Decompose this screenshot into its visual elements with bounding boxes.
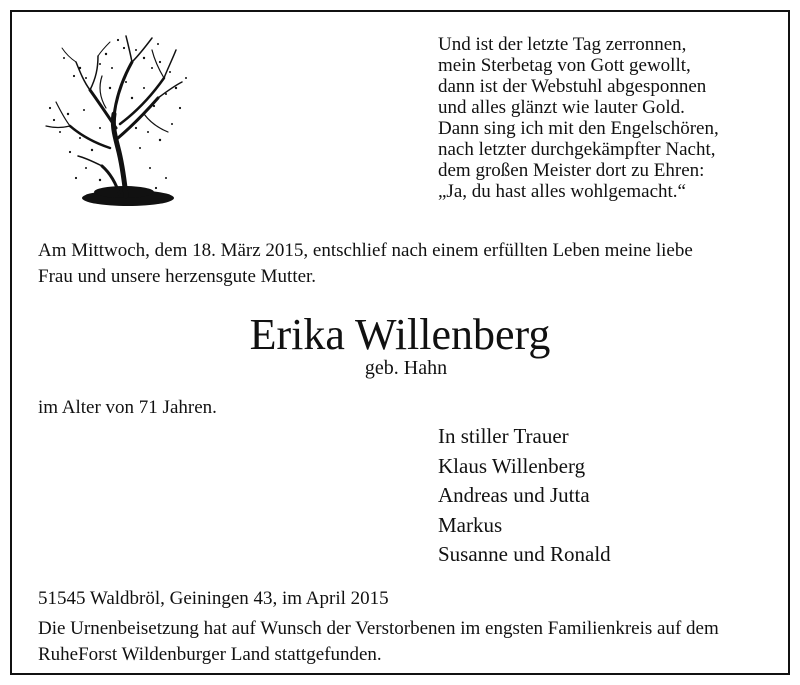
poem-line: dann ist der Webstuhl abgesponnen bbox=[438, 76, 707, 97]
poem-line: und alles glänzt wie lauter Gold. bbox=[438, 97, 685, 118]
intro-line: Am Mittwoch, dem 18. März 2015, entschlief nach einem erfüllten Leben meine liebe bbox=[38, 240, 693, 261]
poem-line: „Ja, du hast alles wohlgemacht.“ bbox=[438, 181, 686, 202]
poem-line: nach letzter durchgekämpfter Nacht, bbox=[438, 139, 716, 160]
place-date: 51545 Waldbröl, Geiningen 43, im April 2015 bbox=[38, 588, 389, 609]
mourner-line: Andreas und Jutta bbox=[438, 483, 590, 507]
intro-paragraph bbox=[38, 238, 693, 290]
burial-line: Die Urnenbeisetzung hat auf Wunsch der Verstorbenen im engsten Familienkreis auf dem bbox=[38, 618, 719, 639]
poem-line: mein Sterbetag von Gott gewollt, bbox=[438, 55, 691, 76]
poem-line: Dann sing ich mit den Engelschören, bbox=[438, 118, 719, 139]
burial-line: RuheForst Wildenburger Land stattgefunden. bbox=[38, 644, 382, 665]
mourner-line: Klaus Willenberg bbox=[438, 453, 586, 478]
mourner-line: Markus bbox=[438, 512, 503, 537]
mourners-list bbox=[438, 422, 611, 570]
burial-note bbox=[38, 616, 719, 668]
tree-illustration-icon bbox=[40, 28, 196, 208]
mourner-line: Susanne und Ronald bbox=[438, 542, 611, 566]
mourner-line: In stiller Trauer bbox=[438, 424, 569, 448]
poem-line: dem großen Meister dort zu Ehren: bbox=[438, 160, 705, 181]
obituary-notice bbox=[10, 10, 790, 675]
poem-verse bbox=[438, 34, 719, 202]
poem-line: Und ist der letzte Tag zerronnen, bbox=[438, 34, 687, 55]
maiden-name: geb. Hahn bbox=[364, 357, 448, 379]
age-text: im Alter von 71 Jahren. bbox=[38, 397, 217, 418]
deceased-name: Erika Willenberg bbox=[249, 310, 551, 359]
intro-line: Frau und unsere herzensgute Mutter. bbox=[38, 266, 317, 287]
